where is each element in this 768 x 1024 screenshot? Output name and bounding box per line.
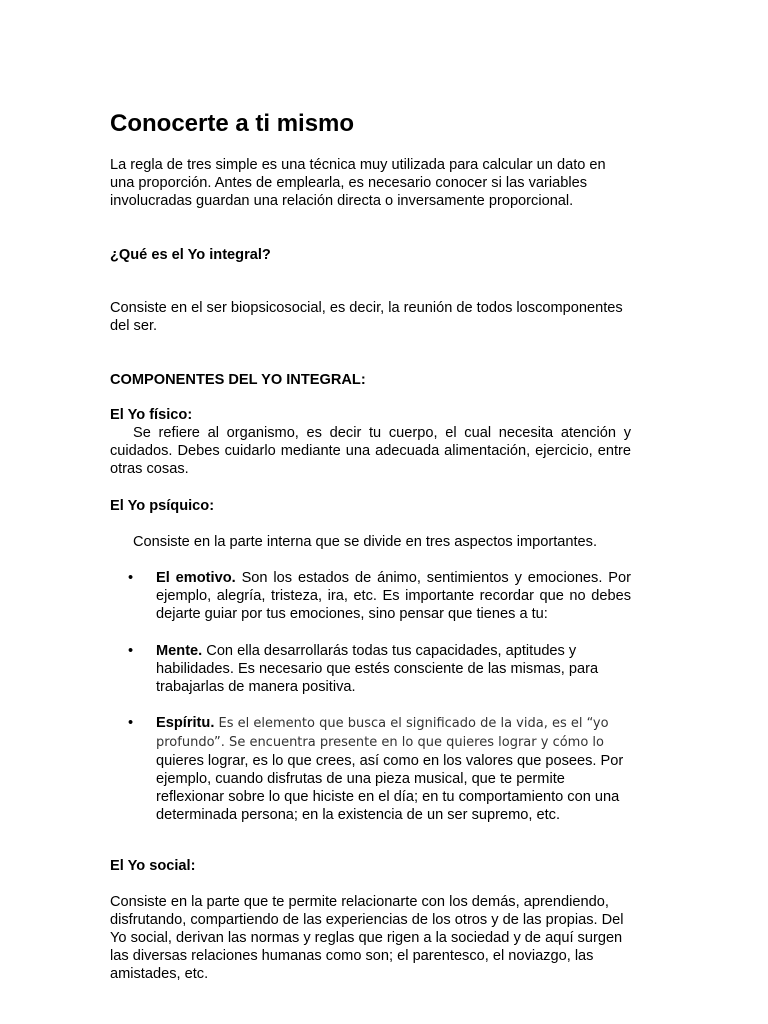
- item-text-alt: Es el elemento que busca el significado de la vida, es el “yo profundo”. Se encuentra presente en lo que quieres lograr y cómo lo: [156, 716, 609, 750]
- question-heading: ¿Qué es el Yo integral?: [110, 247, 271, 263]
- fisico-paragraph: Se refiere al organismo, es decir tu cuerpo, el cual necesita atención y cuidados. Debes cuidarlo mediante una adecuada alimentación, ejercicio, entre otras cosas.: [110, 425, 631, 477]
- intro-paragraph: La regla de tres simple es una técnica muy utilizada para calcular un dato en una proporción. Antes de emplearla, es necesario conocer si las variables involucradas guardan una relación directa o inversamente proporcional.: [110, 157, 606, 209]
- item-term: Espíritu.: [156, 715, 215, 731]
- social-heading: El Yo social:: [110, 858, 196, 874]
- psiquico-intro: Consiste en la parte interna que se divide en tres aspectos importantes.: [133, 534, 598, 550]
- document-title: Conocerte a ti mismo: [110, 110, 355, 137]
- fisico-heading: El Yo físico:: [110, 407, 193, 423]
- item-term: El emotivo.: [156, 570, 236, 586]
- list-item-emotivo: [156, 569, 631, 623]
- item-term: Mente.: [156, 643, 203, 659]
- list-item-espiritu: [156, 714, 631, 824]
- components-heading: COMPONENTES DEL YO INTEGRAL:: [110, 372, 366, 388]
- item-text: Son los estados de ánimo, sentimientos y emociones. Por ejemplo, alegría, tristeza, ira, etc. Es importante recordar que no debes dejarte guiar por tus emociones, sino pensar que tienes a tu:: [156, 570, 631, 622]
- psiquico-heading: El Yo psíquico:: [110, 498, 215, 514]
- bullet-icon: •: [128, 570, 134, 586]
- question-answer: Consiste en el ser biopsicosocial, es decir, la reunión de todos loscomponentes del ser.: [110, 300, 623, 334]
- item-text: Con ella desarrollarás todas tus capacidades, aptitudes y habilidades. Es necesario que estés consciente de las mismas, para trabajarlas de manera positiva.: [156, 643, 599, 695]
- bullet-icon: •: [128, 643, 134, 659]
- social-paragraph: Consiste en la parte que te permite relacionarte con los demás, aprendiendo, disfrutando, compartiendo de las experiencias de los otros y de las propias. Del Yo social, derivan las normas y reglas que rigen a la sociedad y de aquí surgen las diversas relaciones humanas como son; el parentesco, el noviazgo, las amistades, etc.: [110, 894, 624, 982]
- bullet-icon: •: [128, 715, 134, 731]
- list-item-mente: [156, 642, 631, 696]
- document-page: [110, 0, 631, 1024]
- item-text: quieres lograr, es lo que crees, así como en los valores que posees. Por ejemplo, cuando disfrutas de una pieza musical, que te permite reflexionar sobre lo que hiciste en el día; en tu comportamiento con una determinada persona; en la existencia de un ser supremo, etc.: [156, 753, 624, 823]
